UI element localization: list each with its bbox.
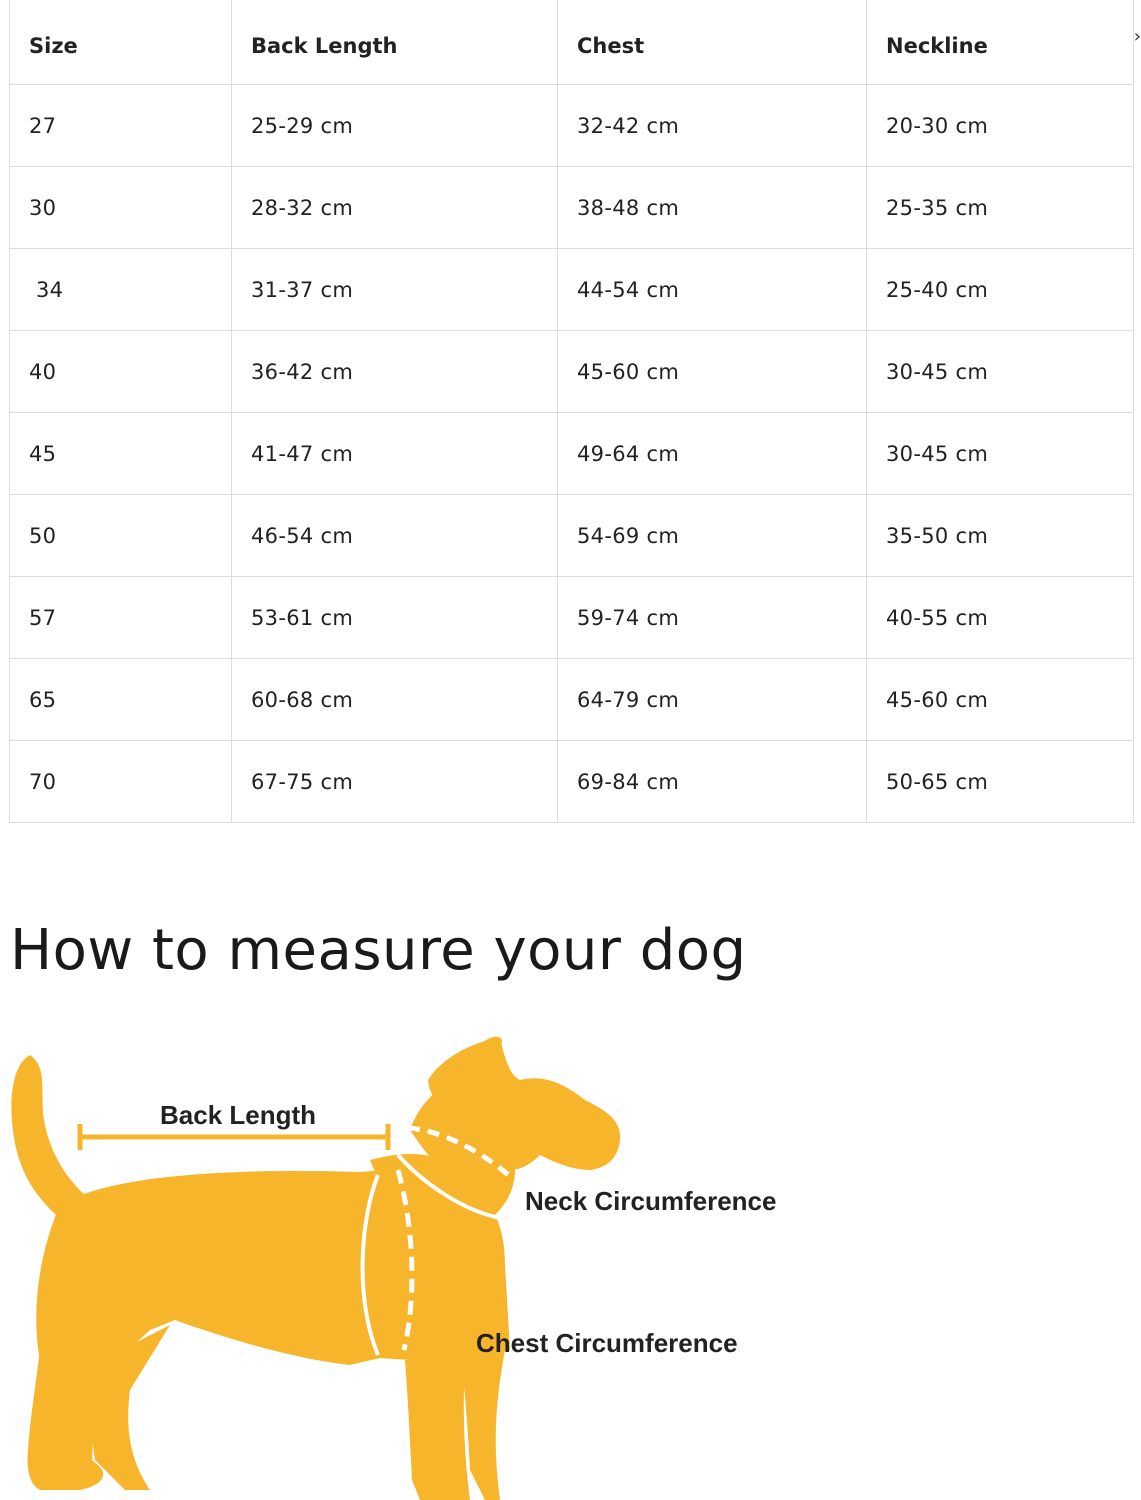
table-row (10, 167, 1134, 249)
cell-chest: 49-64 cm (558, 413, 867, 495)
back-length-label: Back Length (160, 1100, 317, 1130)
cell-size: 65 (10, 659, 232, 741)
table-row (10, 413, 1134, 495)
cell-neckline: 30-45 cm (867, 331, 1134, 413)
cell-neckline: 25-40 cm (867, 249, 1134, 331)
header-size: Size (10, 0, 232, 85)
header-neckline: Neckline (867, 0, 1134, 85)
cell-size: 45 (10, 413, 232, 495)
table-header-row (10, 0, 1134, 85)
cell-back-length: 46-54 cm (232, 495, 558, 577)
chest-circumference-label: Chest Circumference (476, 1328, 738, 1358)
cell-chest: 32-42 cm (558, 85, 867, 167)
cell-size: 30 (10, 167, 232, 249)
cell-back-length: 28-32 cm (232, 167, 558, 249)
cell-size: 27 (10, 85, 232, 167)
cell-neckline: 30-45 cm (867, 413, 1134, 495)
cell-neckline: 20-30 cm (867, 85, 1134, 167)
table-row (10, 249, 1134, 331)
cell-chest: 64-79 cm (558, 659, 867, 741)
size-chart-table (9, 0, 1134, 823)
cell-back-length: 36-42 cm (232, 331, 558, 413)
cell-back-length: 60-68 cm (232, 659, 558, 741)
table-row (10, 85, 1134, 167)
cell-size: 57 (10, 577, 232, 659)
cell-size: 50 (10, 495, 232, 577)
table-row (10, 577, 1134, 659)
table-row (10, 659, 1134, 741)
header-back-length: Back Length (232, 0, 558, 85)
cell-neckline: 50-65 cm (867, 741, 1134, 823)
cell-chest: 38-48 cm (558, 167, 867, 249)
cell-back-length: 41-47 cm (232, 413, 558, 495)
table-row (10, 495, 1134, 577)
chevron-right-icon[interactable]: › (1133, 26, 1141, 47)
cell-neckline: 35-50 cm (867, 495, 1134, 577)
cell-neckline: 40-55 cm (867, 577, 1134, 659)
cell-chest: 54-69 cm (558, 495, 867, 577)
dog-measurement-diagram (0, 1020, 800, 1500)
cell-back-length: 53-61 cm (232, 577, 558, 659)
cell-neckline: 45-60 cm (867, 659, 1134, 741)
cell-chest: 44-54 cm (558, 249, 867, 331)
header-chest: Chest (558, 0, 867, 85)
cell-chest: 59-74 cm (558, 577, 867, 659)
cell-chest: 69-84 cm (558, 741, 867, 823)
cell-back-length: 67-75 cm (232, 741, 558, 823)
table-row (10, 741, 1134, 823)
section-title: How to measure your dog (10, 918, 747, 983)
cell-size: 34 (10, 249, 232, 331)
cell-size: 70 (10, 741, 232, 823)
cell-chest: 45-60 cm (558, 331, 867, 413)
cell-back-length: 31-37 cm (232, 249, 558, 331)
table-row (10, 331, 1134, 413)
neck-circumference-label: Neck Circumference (525, 1186, 777, 1216)
cell-back-length: 25-29 cm (232, 85, 558, 167)
cell-neckline: 25-35 cm (867, 167, 1134, 249)
cell-size: 40 (10, 331, 232, 413)
